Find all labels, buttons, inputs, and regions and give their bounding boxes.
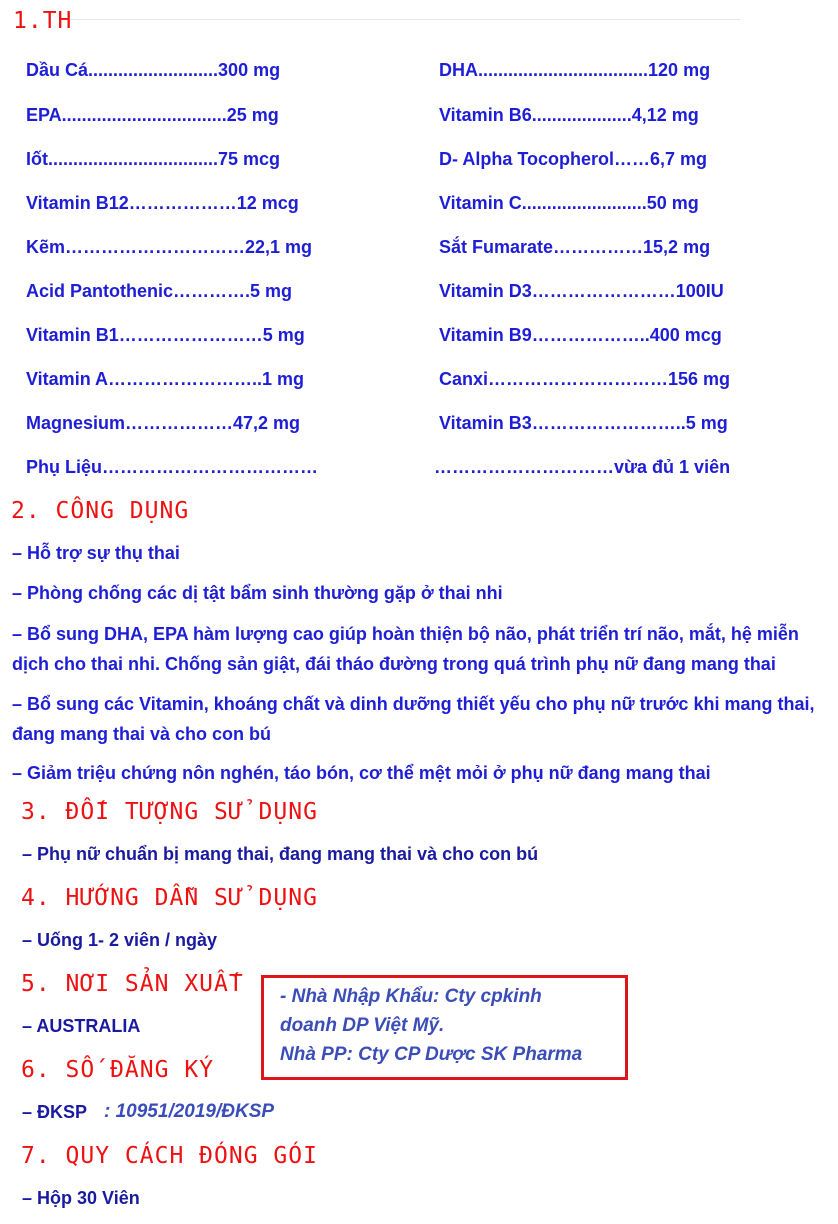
registration-label: – ĐKSP xyxy=(22,1102,88,1122)
ingredient-right: Canxi…………………………156 mg xyxy=(439,369,731,389)
ingredient-right: Vitamin B9………………..400 mcg xyxy=(439,325,722,345)
ingredient-left: Phụ Liệu……………………………… xyxy=(26,457,318,477)
ingredient-left: Iốt..................................75 mcg xyxy=(26,149,281,169)
section6-heading: 6. SỐ ĐĂNG KÝ xyxy=(21,1057,215,1083)
importer-note-box xyxy=(261,975,628,1080)
ingredient-right: …………………………vừa đủ 1 viên xyxy=(434,457,731,477)
ingredient-right: Sắt Fumarate……………15,2 mg xyxy=(439,237,711,257)
section2-heading: 2. CÔNG DỤNG xyxy=(11,498,190,524)
ingredient-right: DHA..................................120 mg xyxy=(439,60,711,80)
benefit-item: – Giảm triệu chứng nôn nghén, táo bón, cơ thể mệt mỏi ở phụ nữ đang mang thai xyxy=(12,763,711,783)
benefit-item: – Phòng chống các dị tật bẩm sinh thường gặp ở thai nhi xyxy=(12,583,503,603)
note-line: Nhà PP: Cty CP Dược SK Pharma xyxy=(280,1044,583,1065)
note-line: doanh DP Việt Mỹ. xyxy=(280,1015,445,1036)
ingredient-left: Vitamin B12………………12 mcg xyxy=(26,193,299,213)
ingredient-left: Kẽm…………………………22,1 mg xyxy=(26,237,313,257)
ingredient-right: Vitamin B3……………………..5 mg xyxy=(439,413,728,433)
benefit-item: – Hỗ trợ sự thụ thai xyxy=(12,543,180,563)
origin-text: – AUSTRALIA xyxy=(22,1016,141,1036)
ingredient-right: D- Alpha Tocopherol……6,7 mg xyxy=(439,149,708,169)
registration-number: : 10951/2019/ĐKSP xyxy=(104,1101,275,1122)
ingredient-left: Dầu Cá..........................300 mg xyxy=(26,60,281,80)
ingredient-left: Vitamin B1……………………5 mg xyxy=(26,325,305,345)
note-line: - Nhà Nhập Khẩu: Cty cpkinh xyxy=(280,986,542,1007)
ingredient-left: Magnesium………………47,2 mg xyxy=(26,413,301,433)
importer-note xyxy=(280,982,620,1069)
section4-heading: 4. HƯỚNG DẪN SỬ DỤNG xyxy=(21,885,318,911)
section7-heading: 7. QUY CÁCH ĐÓNG GÓI xyxy=(21,1143,318,1169)
ingredient-left: Acid Pantothenic………….5 mg xyxy=(26,281,293,301)
target-user-text: – Phụ nữ chuẩn bị mang thai, đang mang thai và cho con bú xyxy=(22,844,539,864)
usage-text: – Uống 1- 2 viên / ngày xyxy=(22,930,218,950)
ingredient-left: Vitamin A……………………..1 mg xyxy=(26,369,305,389)
ingredient-left: EPA.................................25 mg xyxy=(26,105,279,125)
packaging-text: – Hộp 30 Viên xyxy=(22,1188,140,1208)
section5-heading: 5. NƠI SẢN XUẤT xyxy=(21,971,244,997)
top-divider xyxy=(60,19,740,20)
ingredient-right: Vitamin B6....................4,12 mg xyxy=(439,105,699,125)
section3-heading: 3. ĐỐI TƯỢNG SỬ DỤNG xyxy=(21,799,318,825)
benefit-item: – Bổ sung DHA, EPA hàm lượng cao giúp hoàn thiện bộ não, phát triển trí não, mắt, hệ miễn dịch cho thai nhi. Chống sản giật, đái tháo đường trong quá trình phụ nữ đang mang thai xyxy=(12,624,799,674)
section1-heading: 1.TH xyxy=(13,8,73,34)
benefit-item: – Bổ sung các Vitamin, khoáng chất và dinh dưỡng thiết yếu cho phụ nữ trước khi mang thai, đang mang thai và cho con bú xyxy=(12,694,815,744)
ingredient-right: Vitamin C.........................50 mg xyxy=(439,193,699,213)
ingredient-right: Vitamin D3……………………100IU xyxy=(439,281,724,301)
